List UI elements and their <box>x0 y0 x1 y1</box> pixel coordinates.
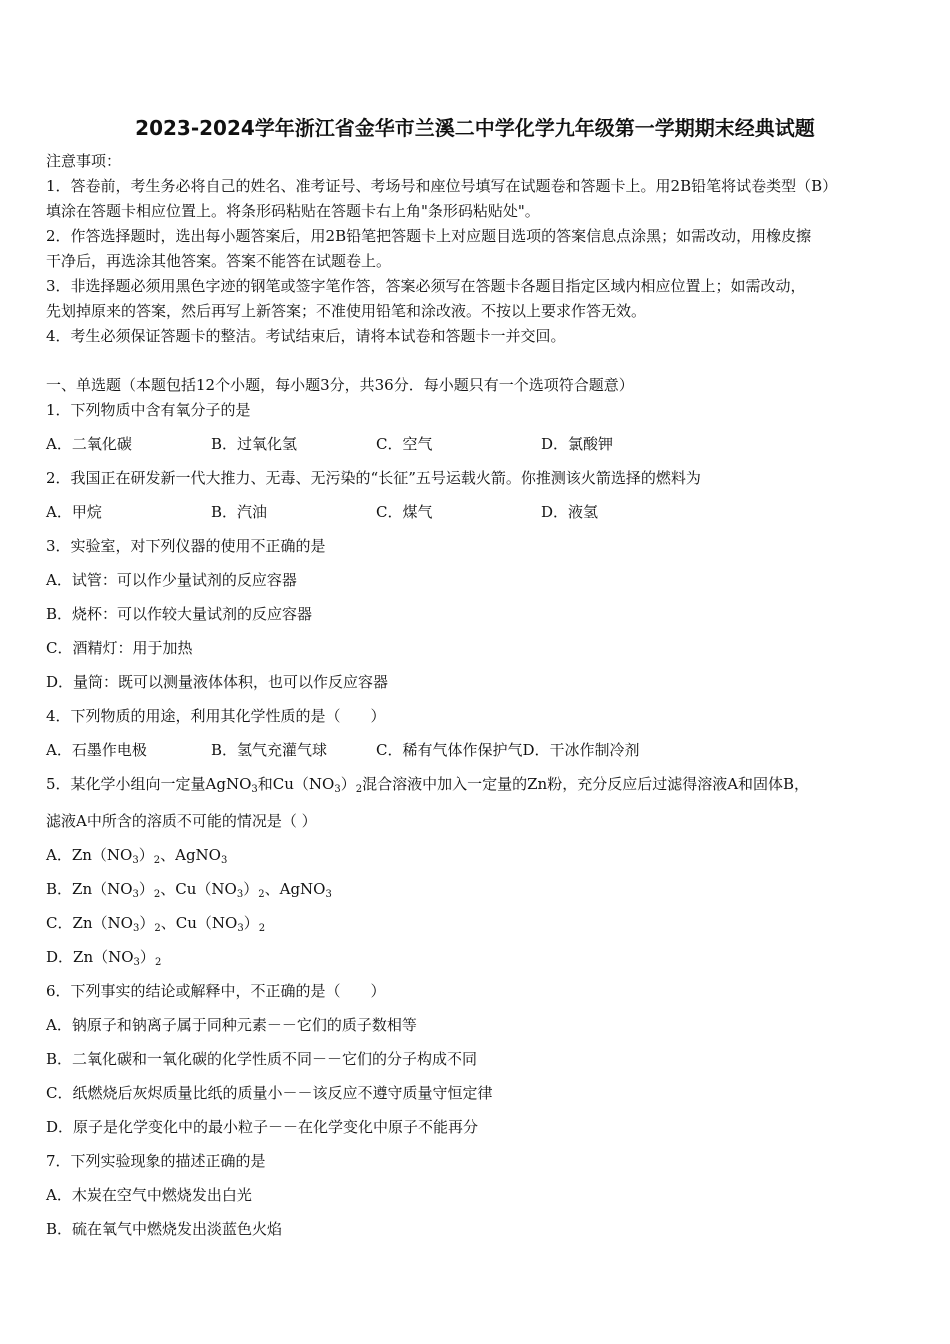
option-a: A．二氧化碳 <box>46 435 132 453</box>
option-c: C．空气 <box>376 435 433 453</box>
section-heading: 一、单选题（本题包括12个小题，每小题3分，共36分．每小题只有一个选项符合题意） <box>46 376 634 394</box>
question-5-option-b: B．$Zn(NO_3)_2$、$Cu(NO_3)_2$、AgNO$_3$ <box>46 880 332 900</box>
question-3-option-a: A．试管：可以作少量试剂的反应容器 <box>46 571 297 589</box>
option-d: D．液氢 <box>541 503 599 521</box>
question-7-stem: 7．下列实验现象的描述正确的是 <box>46 1152 266 1170</box>
notice-line-5: 3．非选择题必须用黑色字迹的钢笔或签字笔作答，答案必须写在答题卡各题目指定区域内相应位置上；如需改动， <box>46 277 806 295</box>
option-a: A．甲烷 <box>46 503 102 521</box>
question-3-option-c: C．酒精灯：用于加热 <box>46 639 193 657</box>
page-title: 2023-2024学年浙江省金华市兰溪二中学化学九年级第一学期期末经典试题 <box>135 116 815 140</box>
question-7-option-a: A．木炭在空气中燃烧发出白光 <box>46 1186 252 1204</box>
question-5-stem-line-1: 5．某化学小组向一定量AgNO$_3$和$Cu(NO_3)_2$混合溶液中加入一定量的Zn粉，充分反应后过滤得溶液A和固体B， <box>46 775 810 795</box>
option-d: D．氯酸钾 <box>541 435 614 453</box>
question-6-option-b: B．二氧化碳和一氧化碳的化学性质不同－－它们的分子构成不同 <box>46 1050 478 1068</box>
subscript: 3 <box>132 889 139 900</box>
notice-line-7: 4．考生必须保证答题卡的整洁。考试结束后，请将本试卷和答题卡一并交回。 <box>46 327 566 345</box>
question-1-stem: 1．下列物质中含有氧分子的是 <box>46 401 251 419</box>
question-5-stem-line-2: 滤液A中所含的溶质不可能的情况是（ ） <box>46 812 317 830</box>
option-c: C．煤气 <box>376 503 433 521</box>
option-a: A．石墨作电极 <box>46 741 147 759</box>
question-3-option-d: D．量筒：既可以测量液体体积，也可以作反应容器 <box>46 673 389 691</box>
notice-heading: 注意事项： <box>46 152 122 170</box>
question-7-option-b: B．硫在氧气中燃烧发出淡蓝色火焰 <box>46 1220 283 1238</box>
option-c: C．稀有气体作保护气 <box>376 741 523 759</box>
question-5-option-d: D．$Zn(NO_3)_2$ <box>46 948 162 968</box>
notice-line-6: 先划掉原来的答案，然后再写上新答案；不准使用铅笔和涂改液。不按以上要求作答无效。 <box>46 302 647 320</box>
notice-line-2: 填涂在答题卡相应位置上。将条形码粘贴在答题卡右上角"条形码粘贴处"。 <box>46 202 540 220</box>
question-6-option-c: C．纸燃烧后灰烬质量比纸的质量小－－该反应不遵守质量守恒定律 <box>46 1084 493 1102</box>
notice-line-1: 1．答卷前，考生务必将自己的姓名、准考证号、考场号和座位号填写在试题卷和答题卡上。用2B铅笔将试卷类型（B） <box>46 177 838 195</box>
notice-line-3: 2．作答选择题时，选出每小题答案后，用2B铅笔把答题卡上对应题目选项的答案信息点涂黑；如需改动，用橡皮擦 <box>46 227 812 245</box>
question-6-option-a: A．钠原子和钠离子属于同种元素－－它们的质子数相等 <box>46 1016 417 1034</box>
question-6-stem: 6．下列事实的结论或解释中，不正确的是（ ） <box>46 982 386 1000</box>
option-b: B．氢气充灌气球 <box>211 741 328 759</box>
question-4-options <box>46 739 640 761</box>
question-5-option-a: A．$Zn(NO_3)_2$、AgNO$_3$ <box>46 846 228 866</box>
subscript: 3 <box>132 923 140 934</box>
question-2-stem: 2．我国正在研发新一代大推力、无毒、无污染的“长征”五号运载火箭。你推测该火箭选择的燃料为 <box>46 469 701 487</box>
option-d: D．干冰作制冷剂 <box>522 741 640 759</box>
option-b: B．过氧化氢 <box>211 435 298 453</box>
subscript: 3 <box>236 889 244 900</box>
subscript: 3 <box>237 923 244 934</box>
subscript: 3 <box>132 855 139 866</box>
question-5-option-c: C．$Zn(NO_3)_2$、$Cu(NO_3)_2$ <box>46 914 266 934</box>
question-2-options <box>46 501 598 523</box>
subscript: 3 <box>133 957 140 968</box>
question-4-stem: 4．下列物质的用途，利用其化学性质的是（ ） <box>46 707 386 725</box>
question-1-options <box>46 433 613 455</box>
notice-line-4: 干净后，再选涂其他答案。答案不能答在试题卷上。 <box>46 252 392 270</box>
question-3-option-b: B．烧杯：可以作较大量试剂的反应容器 <box>46 605 313 623</box>
option-b: B．汽油 <box>211 503 268 521</box>
question-3-stem: 3．实验室，对下列仪器的使用不正确的是 <box>46 537 326 555</box>
question-6-option-d: D．原子是化学变化中的最小粒子－－在化学变化中原子不能再分 <box>46 1118 479 1136</box>
